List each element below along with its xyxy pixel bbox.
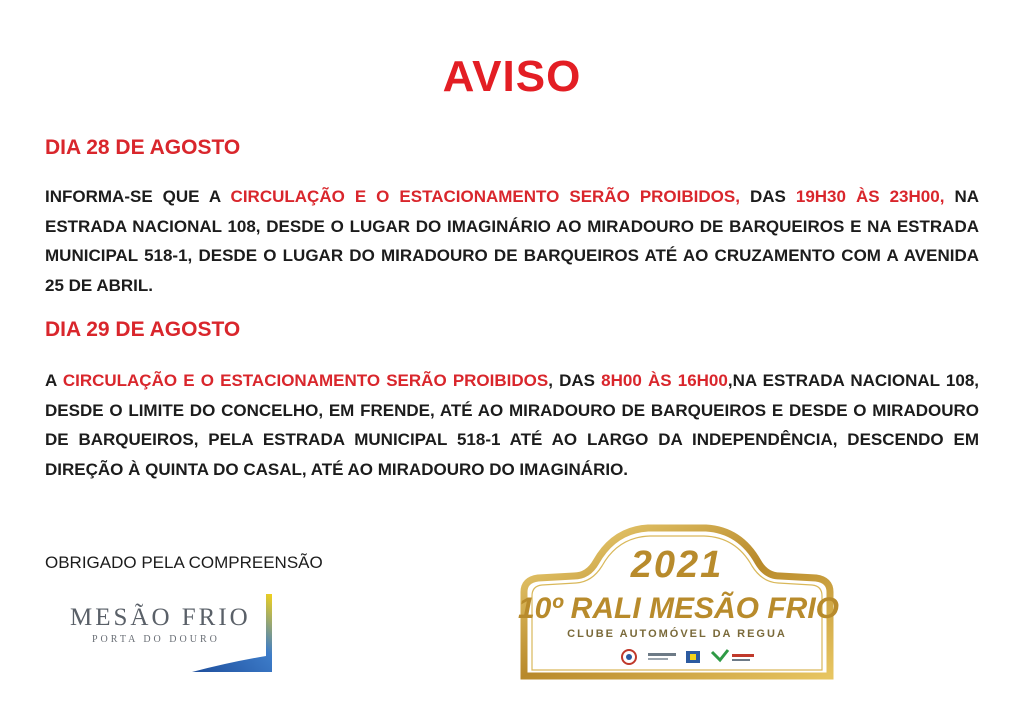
sponsor-logos-icon (620, 648, 770, 666)
day1-text-3: NA ESTRADA NACIONAL 108, DESDE O LUGAR DO IMAGINÁRIO AO MIRADOURO DE BARQUEIROS E NA ESTRADA MUNICIPAL 518-1, DESDE O LUGAR DO MIRADOURO DE BARQUEIROS ATÉ AO CRUZAMENTO COM A AVENIDA 25 DE ABRIL. (45, 187, 980, 295)
day1-time: 19H30 ÀS 23H00, (795, 187, 945, 206)
day1-text-2: DAS (739, 187, 796, 206)
rally-plate (518, 522, 839, 682)
day2-time: 8H00 ÀS 16H00 (601, 371, 728, 390)
notice-title: AVISO (442, 52, 582, 101)
logo-name: MESÃO FRIO (70, 604, 251, 631)
rally-year: 2021 (630, 544, 724, 586)
day2-text-1: A (45, 371, 63, 390)
day2-paragraph (45, 366, 979, 484)
rally-name: 10º RALI MESÃO FRIO (518, 592, 839, 625)
rally-club: CLUBE AUTOMÓVEL DA REGUA (567, 628, 787, 640)
day2-heading: DIA 29 DE AGOSTO (45, 318, 241, 341)
day1-text-1: INFORMA-SE QUE A (45, 187, 231, 206)
day2-restriction: CIRCULAÇÃO E O ESTACIONAMENTO SERÃO PROIBIDOS (62, 371, 549, 390)
mesao-frio-logo (66, 592, 280, 674)
day1-restriction: CIRCULAÇÃO E O ESTACIONAMENTO SERÃO PROIBIDOS, (230, 187, 740, 206)
day1-paragraph (45, 182, 979, 300)
thanks-text: OBRIGADO PELA COMPREENSÃO (45, 553, 323, 572)
day1-heading: DIA 28 DE AGOSTO (45, 136, 241, 159)
logo-subtitle: PORTA DO DOURO (92, 634, 220, 645)
day2-text-3: ,NA ESTRADA NACIONAL 108, DESDE O LIMITE DO CONCELHO, EM FRENDE, ATÉ AO MIRADOURO DE BARQUEIROS E DESDE O MIRADOURO DE BARQUEIROS, PELA ESTRADA MUNICIPAL 518-1 ATÉ AO LARGO DA INDEPENDÊNCIA, DESCENDO EM DIREÇÃO À QUINTA DO CASAL, ATÉ AO MIRADOURO DO IMAGINÁRIO. (45, 371, 979, 479)
day2-text-2: , DAS (548, 371, 602, 390)
